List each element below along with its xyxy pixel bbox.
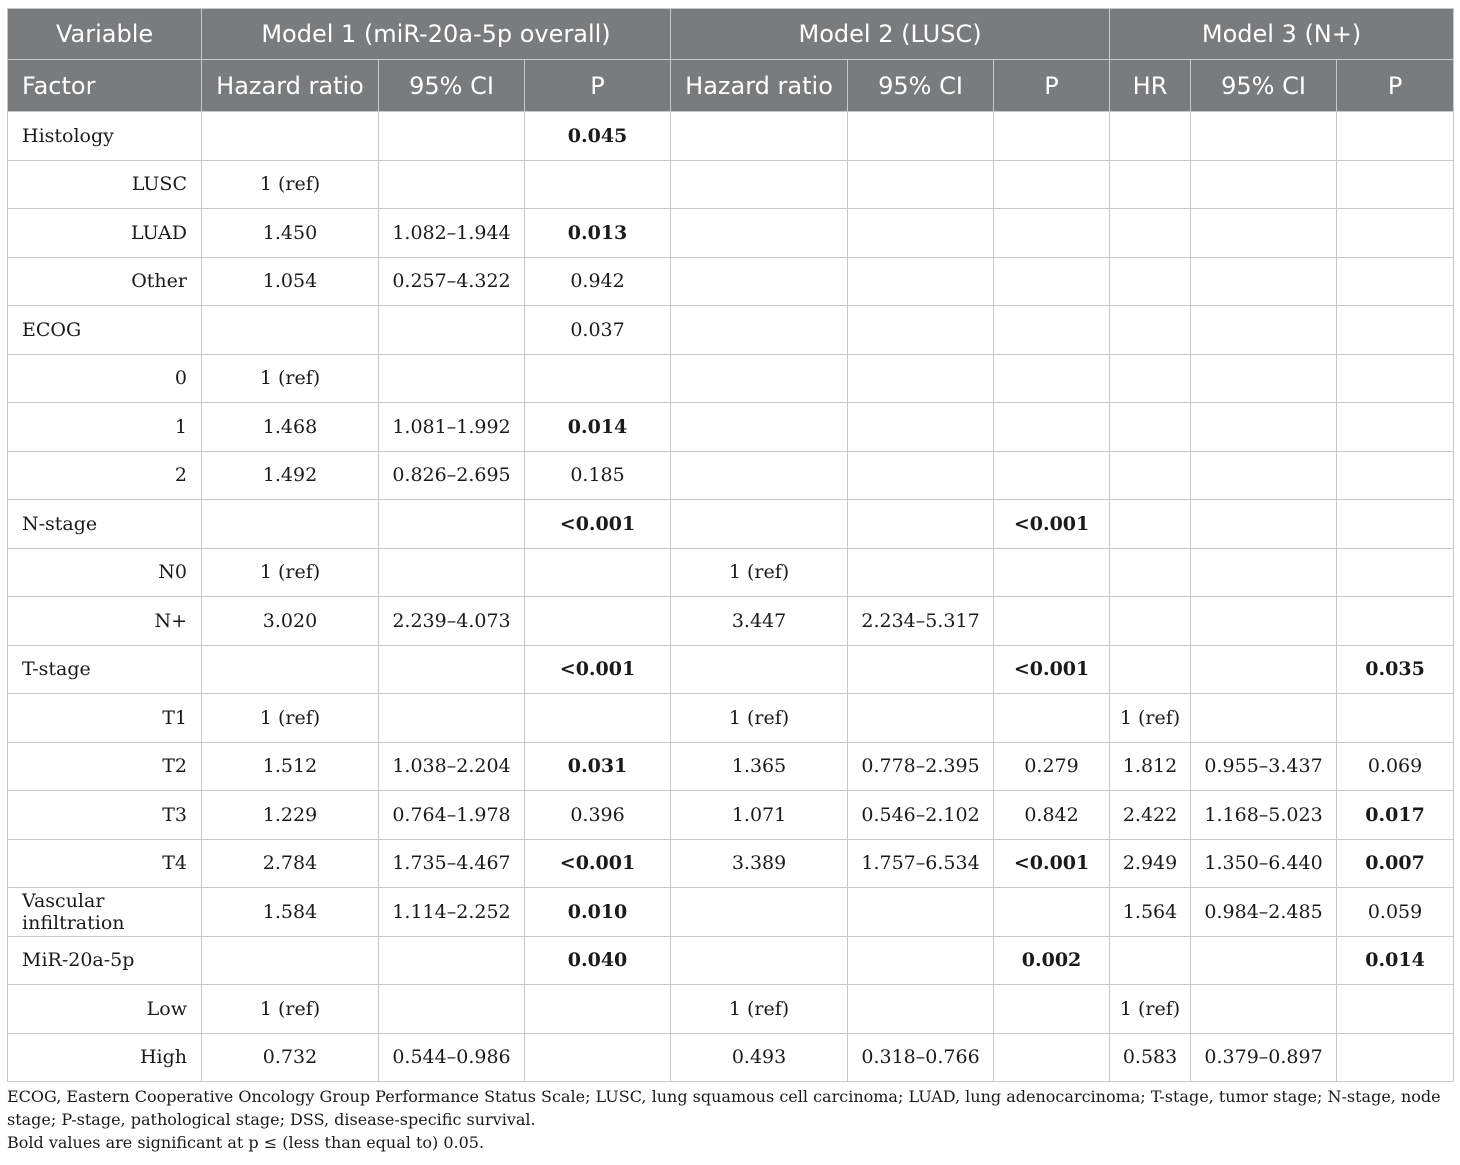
table-row bbox=[8, 936, 1454, 985]
table-row bbox=[8, 112, 1454, 161]
table-row bbox=[8, 306, 1454, 355]
table-row bbox=[8, 354, 1454, 403]
cell-m2-p bbox=[994, 160, 1110, 209]
table-row bbox=[8, 257, 1454, 306]
cell-m1-ci: 1.081–1.992 bbox=[379, 403, 525, 452]
cell-m1-p: 0.396 bbox=[525, 791, 671, 840]
cell-m3-hr bbox=[1110, 548, 1191, 597]
cell-m2-ci bbox=[848, 645, 994, 694]
table-row bbox=[8, 985, 1454, 1034]
cell-m2-hr bbox=[671, 209, 848, 258]
cell-m2-p bbox=[994, 209, 1110, 258]
header-m1-hazard-ratio: Hazard ratio bbox=[202, 60, 379, 112]
cell-m2-hr bbox=[671, 160, 848, 209]
cell-factor: Other bbox=[8, 257, 202, 306]
cell-factor: N+ bbox=[8, 597, 202, 646]
cell-factor: T4 bbox=[8, 839, 202, 888]
cell-m1-p bbox=[525, 694, 671, 743]
cell-m1-p bbox=[525, 597, 671, 646]
cell-m3-p bbox=[1337, 403, 1454, 452]
cell-m1-p bbox=[525, 160, 671, 209]
cell-m2-p: <0.001 bbox=[994, 645, 1110, 694]
footnote-abbreviations: ECOG, Eastern Cooperative Oncology Group Performance Status Scale; LUSC, lung squamous cell carcinoma; LUAD, lung adenocarcinoma; T-stage, tumor stage; N-stage, node stage; P-stage, pathological stage; DSS, disease-specific survival. bbox=[7, 1087, 1441, 1129]
cell-m2-p bbox=[994, 1033, 1110, 1082]
table-row bbox=[8, 548, 1454, 597]
cell-m2-p bbox=[994, 694, 1110, 743]
cell-m1-ci bbox=[379, 306, 525, 355]
cell-m3-ci bbox=[1191, 451, 1337, 500]
cell-m3-ci: 0.955–3.437 bbox=[1191, 742, 1337, 791]
cell-m2-p bbox=[994, 354, 1110, 403]
cell-m2-p bbox=[994, 548, 1110, 597]
cell-m2-p: <0.001 bbox=[994, 500, 1110, 549]
cell-m1-ci: 1.082–1.944 bbox=[379, 209, 525, 258]
cell-m2-hr: 0.493 bbox=[671, 1033, 848, 1082]
cell-factor: 1 bbox=[8, 403, 202, 452]
cell-m1-p: <0.001 bbox=[525, 645, 671, 694]
cell-m2-ci bbox=[848, 888, 994, 937]
cell-m2-ci bbox=[848, 985, 994, 1034]
cell-m1-hr: 1 (ref) bbox=[202, 160, 379, 209]
cell-m3-hr bbox=[1110, 160, 1191, 209]
cell-m1-hr: 1.512 bbox=[202, 742, 379, 791]
cell-factor: N-stage bbox=[8, 500, 202, 549]
cell-m2-ci bbox=[848, 403, 994, 452]
cell-factor: N0 bbox=[8, 548, 202, 597]
cell-m2-hr bbox=[671, 112, 848, 161]
cell-m1-ci: 0.544–0.986 bbox=[379, 1033, 525, 1082]
header-m1-ci: 95% CI bbox=[379, 60, 525, 112]
header-model-1: Model 1 (miR-20a-5p overall) bbox=[202, 9, 671, 60]
cell-m2-p bbox=[994, 597, 1110, 646]
cell-m3-ci bbox=[1191, 257, 1337, 306]
cell-m1-ci: 1.114–2.252 bbox=[379, 888, 525, 937]
cell-m3-ci: 1.350–6.440 bbox=[1191, 839, 1337, 888]
cell-m3-p bbox=[1337, 112, 1454, 161]
cell-m1-p: 0.185 bbox=[525, 451, 671, 500]
cell-m1-p bbox=[525, 548, 671, 597]
cell-m3-hr: 0.583 bbox=[1110, 1033, 1191, 1082]
cell-factor: T3 bbox=[8, 791, 202, 840]
cell-m2-hr: 1 (ref) bbox=[671, 548, 848, 597]
cell-m3-ci bbox=[1191, 354, 1337, 403]
cell-m1-hr bbox=[202, 306, 379, 355]
cell-m3-hr: 2.422 bbox=[1110, 791, 1191, 840]
cell-m1-hr: 1.229 bbox=[202, 791, 379, 840]
cell-m3-p bbox=[1337, 694, 1454, 743]
cell-m3-p bbox=[1337, 597, 1454, 646]
header-factor: Factor bbox=[8, 60, 202, 112]
cell-m3-ci bbox=[1191, 597, 1337, 646]
cell-m1-hr: 1.584 bbox=[202, 888, 379, 937]
header-m3-p: P bbox=[1337, 60, 1454, 112]
cell-factor: T-stage bbox=[8, 645, 202, 694]
cell-factor: MiR-20a-5p bbox=[8, 936, 202, 985]
cell-m1-hr: 1 (ref) bbox=[202, 548, 379, 597]
cell-m2-hr bbox=[671, 257, 848, 306]
cell-m2-p: 0.002 bbox=[994, 936, 1110, 985]
cell-m2-p bbox=[994, 403, 1110, 452]
cell-m3-ci bbox=[1191, 936, 1337, 985]
cell-m1-p: 0.031 bbox=[525, 742, 671, 791]
cell-m3-hr bbox=[1110, 936, 1191, 985]
cell-m2-hr: 1 (ref) bbox=[671, 985, 848, 1034]
cell-m3-hr bbox=[1110, 306, 1191, 355]
cell-m3-ci: 0.379–0.897 bbox=[1191, 1033, 1337, 1082]
cell-m3-hr: 1.564 bbox=[1110, 888, 1191, 937]
cell-m3-hr: 1 (ref) bbox=[1110, 694, 1191, 743]
cell-m3-hr bbox=[1110, 451, 1191, 500]
cell-m2-hr bbox=[671, 645, 848, 694]
table-row bbox=[8, 694, 1454, 743]
cell-m2-ci bbox=[848, 306, 994, 355]
header-row-columns bbox=[8, 60, 1454, 112]
cell-m1-p bbox=[525, 985, 671, 1034]
cell-m2-hr bbox=[671, 306, 848, 355]
cell-m2-p: 0.842 bbox=[994, 791, 1110, 840]
cell-m3-hr bbox=[1110, 257, 1191, 306]
cell-m1-ci: 0.764–1.978 bbox=[379, 791, 525, 840]
header-m2-hazard-ratio: Hazard ratio bbox=[671, 60, 848, 112]
cell-m3-ci bbox=[1191, 694, 1337, 743]
cell-m2-hr bbox=[671, 888, 848, 937]
table-row bbox=[8, 160, 1454, 209]
cell-factor: LUSC bbox=[8, 160, 202, 209]
header-variable: Variable bbox=[8, 9, 202, 60]
cell-m3-p bbox=[1337, 257, 1454, 306]
cell-m1-ci bbox=[379, 985, 525, 1034]
cell-m3-ci bbox=[1191, 160, 1337, 209]
cell-m1-hr: 1.450 bbox=[202, 209, 379, 258]
cell-m2-ci bbox=[848, 500, 994, 549]
cell-factor: LUAD bbox=[8, 209, 202, 258]
cell-m2-p bbox=[994, 888, 1110, 937]
cell-factor: ECOG bbox=[8, 306, 202, 355]
header-row-models bbox=[8, 9, 1454, 60]
cell-m3-p bbox=[1337, 160, 1454, 209]
cell-m2-ci bbox=[848, 936, 994, 985]
header-m2-p: P bbox=[994, 60, 1110, 112]
table-row bbox=[8, 500, 1454, 549]
cell-m1-p bbox=[525, 1033, 671, 1082]
table-body bbox=[8, 112, 1454, 1082]
cell-m1-hr: 3.020 bbox=[202, 597, 379, 646]
cell-m2-hr: 3.447 bbox=[671, 597, 848, 646]
cell-m1-p: 0.037 bbox=[525, 306, 671, 355]
cell-m1-ci bbox=[379, 936, 525, 985]
cell-m3-p: 0.035 bbox=[1337, 645, 1454, 694]
cell-m3-p: 0.017 bbox=[1337, 791, 1454, 840]
cell-m1-p: <0.001 bbox=[525, 500, 671, 549]
header-m3-hr: HR bbox=[1110, 60, 1191, 112]
cell-m1-ci bbox=[379, 354, 525, 403]
cell-m3-ci bbox=[1191, 306, 1337, 355]
cell-m1-hr bbox=[202, 936, 379, 985]
table-row bbox=[8, 403, 1454, 452]
table-footnote bbox=[7, 1085, 1453, 1154]
header-m1-p: P bbox=[525, 60, 671, 112]
cell-m1-ci: 0.826–2.695 bbox=[379, 451, 525, 500]
cell-m3-hr bbox=[1110, 645, 1191, 694]
header-m3-ci: 95% CI bbox=[1191, 60, 1337, 112]
cell-m3-ci bbox=[1191, 645, 1337, 694]
cell-m2-ci: 0.546–2.102 bbox=[848, 791, 994, 840]
cell-m3-hr bbox=[1110, 500, 1191, 549]
cell-factor: Vascular infiltration bbox=[8, 888, 202, 937]
cell-m2-ci: 1.757–6.534 bbox=[848, 839, 994, 888]
cell-m2-hr: 1 (ref) bbox=[671, 694, 848, 743]
header-model-2: Model 2 (LUSC) bbox=[671, 9, 1110, 60]
cell-m2-p: <0.001 bbox=[994, 839, 1110, 888]
cell-m2-p: 0.279 bbox=[994, 742, 1110, 791]
cell-m1-ci: 1.735–4.467 bbox=[379, 839, 525, 888]
cell-m1-hr: 1.468 bbox=[202, 403, 379, 452]
table-row bbox=[8, 888, 1454, 937]
cell-m1-hr bbox=[202, 500, 379, 549]
header-m2-ci: 95% CI bbox=[848, 60, 994, 112]
cell-m1-hr: 0.732 bbox=[202, 1033, 379, 1082]
cell-factor: 0 bbox=[8, 354, 202, 403]
cell-factor: 2 bbox=[8, 451, 202, 500]
cell-m3-p: 0.014 bbox=[1337, 936, 1454, 985]
cell-m3-hr bbox=[1110, 403, 1191, 452]
cox-regression-table bbox=[7, 8, 1454, 1082]
cell-m2-hr: 1.365 bbox=[671, 742, 848, 791]
cell-factor: T2 bbox=[8, 742, 202, 791]
cell-m2-hr bbox=[671, 936, 848, 985]
cell-m3-ci bbox=[1191, 112, 1337, 161]
cell-m3-ci: 1.168–5.023 bbox=[1191, 791, 1337, 840]
cell-m1-ci: 0.257–4.322 bbox=[379, 257, 525, 306]
cell-factor: T1 bbox=[8, 694, 202, 743]
cell-m1-hr: 1 (ref) bbox=[202, 985, 379, 1034]
cell-m2-p bbox=[994, 451, 1110, 500]
cell-factor: High bbox=[8, 1033, 202, 1082]
cell-m2-hr bbox=[671, 451, 848, 500]
cell-m3-ci bbox=[1191, 403, 1337, 452]
cell-m2-hr bbox=[671, 354, 848, 403]
cell-m3-p bbox=[1337, 1033, 1454, 1082]
cell-m2-ci bbox=[848, 209, 994, 258]
cell-m2-ci bbox=[848, 451, 994, 500]
cell-m1-p: <0.001 bbox=[525, 839, 671, 888]
cell-m3-ci bbox=[1191, 985, 1337, 1034]
cell-m3-hr bbox=[1110, 354, 1191, 403]
cell-m1-hr: 1.492 bbox=[202, 451, 379, 500]
cell-m2-ci: 0.318–0.766 bbox=[848, 1033, 994, 1082]
table-row bbox=[8, 1033, 1454, 1082]
cell-m2-ci bbox=[848, 354, 994, 403]
cell-m1-ci bbox=[379, 694, 525, 743]
cell-m2-ci bbox=[848, 112, 994, 161]
table-row bbox=[8, 791, 1454, 840]
cell-m1-p: 0.013 bbox=[525, 209, 671, 258]
cell-m2-p bbox=[994, 257, 1110, 306]
footnote-bold-note: Bold values are significant at p ≤ (less than equal to) 0.05. bbox=[7, 1133, 485, 1152]
cell-m2-ci: 0.778–2.395 bbox=[848, 742, 994, 791]
cell-m3-hr bbox=[1110, 597, 1191, 646]
cell-m2-p bbox=[994, 985, 1110, 1034]
table-row bbox=[8, 597, 1454, 646]
cell-m3-ci bbox=[1191, 500, 1337, 549]
cell-m1-hr: 1.054 bbox=[202, 257, 379, 306]
cell-m1-p bbox=[525, 354, 671, 403]
cell-factor: Low bbox=[8, 985, 202, 1034]
cell-m1-ci bbox=[379, 112, 525, 161]
table-row bbox=[8, 742, 1454, 791]
cell-m2-ci bbox=[848, 160, 994, 209]
cell-m2-ci bbox=[848, 257, 994, 306]
cell-m1-p: 0.045 bbox=[525, 112, 671, 161]
table-row bbox=[8, 209, 1454, 258]
cell-m3-ci bbox=[1191, 209, 1337, 258]
cell-m1-p: 0.942 bbox=[525, 257, 671, 306]
cell-m1-hr: 2.784 bbox=[202, 839, 379, 888]
cell-m1-ci: 2.239–4.073 bbox=[379, 597, 525, 646]
cell-m1-p: 0.010 bbox=[525, 888, 671, 937]
cell-m3-p bbox=[1337, 354, 1454, 403]
cell-m3-ci: 0.984–2.485 bbox=[1191, 888, 1337, 937]
cell-m2-hr: 3.389 bbox=[671, 839, 848, 888]
table-row bbox=[8, 451, 1454, 500]
cell-m1-hr: 1 (ref) bbox=[202, 694, 379, 743]
cell-m3-hr bbox=[1110, 209, 1191, 258]
cell-m1-ci bbox=[379, 500, 525, 549]
cell-m1-ci bbox=[379, 645, 525, 694]
cell-m3-hr bbox=[1110, 112, 1191, 161]
header-model-3: Model 3 (N+) bbox=[1110, 9, 1454, 60]
cell-m1-p: 0.040 bbox=[525, 936, 671, 985]
cell-m1-hr bbox=[202, 645, 379, 694]
cell-m1-hr bbox=[202, 112, 379, 161]
table-row bbox=[8, 645, 1454, 694]
cell-m3-ci bbox=[1191, 548, 1337, 597]
cell-m3-p bbox=[1337, 500, 1454, 549]
cell-m1-ci bbox=[379, 160, 525, 209]
cell-m3-p bbox=[1337, 548, 1454, 597]
cell-m1-ci: 1.038–2.204 bbox=[379, 742, 525, 791]
cell-m3-p bbox=[1337, 306, 1454, 355]
cell-m3-hr: 1.812 bbox=[1110, 742, 1191, 791]
cell-m2-ci bbox=[848, 548, 994, 597]
cell-m3-p bbox=[1337, 985, 1454, 1034]
cell-m3-p bbox=[1337, 451, 1454, 500]
cell-m1-hr: 1 (ref) bbox=[202, 354, 379, 403]
cell-m2-hr bbox=[671, 500, 848, 549]
cell-m3-p: 0.069 bbox=[1337, 742, 1454, 791]
cell-m1-p: 0.014 bbox=[525, 403, 671, 452]
cell-m1-ci bbox=[379, 548, 525, 597]
cell-m3-hr: 2.949 bbox=[1110, 839, 1191, 888]
cell-factor: Histology bbox=[8, 112, 202, 161]
table-row bbox=[8, 839, 1454, 888]
cell-m3-hr: 1 (ref) bbox=[1110, 985, 1191, 1034]
cell-m2-ci: 2.234–5.317 bbox=[848, 597, 994, 646]
cell-m2-p bbox=[994, 306, 1110, 355]
cell-m3-p: 0.007 bbox=[1337, 839, 1454, 888]
cell-m2-hr bbox=[671, 403, 848, 452]
cell-m2-hr: 1.071 bbox=[671, 791, 848, 840]
cell-m3-p bbox=[1337, 209, 1454, 258]
cell-m3-p: 0.059 bbox=[1337, 888, 1454, 937]
cell-m2-ci bbox=[848, 694, 994, 743]
cell-m2-p bbox=[994, 112, 1110, 161]
